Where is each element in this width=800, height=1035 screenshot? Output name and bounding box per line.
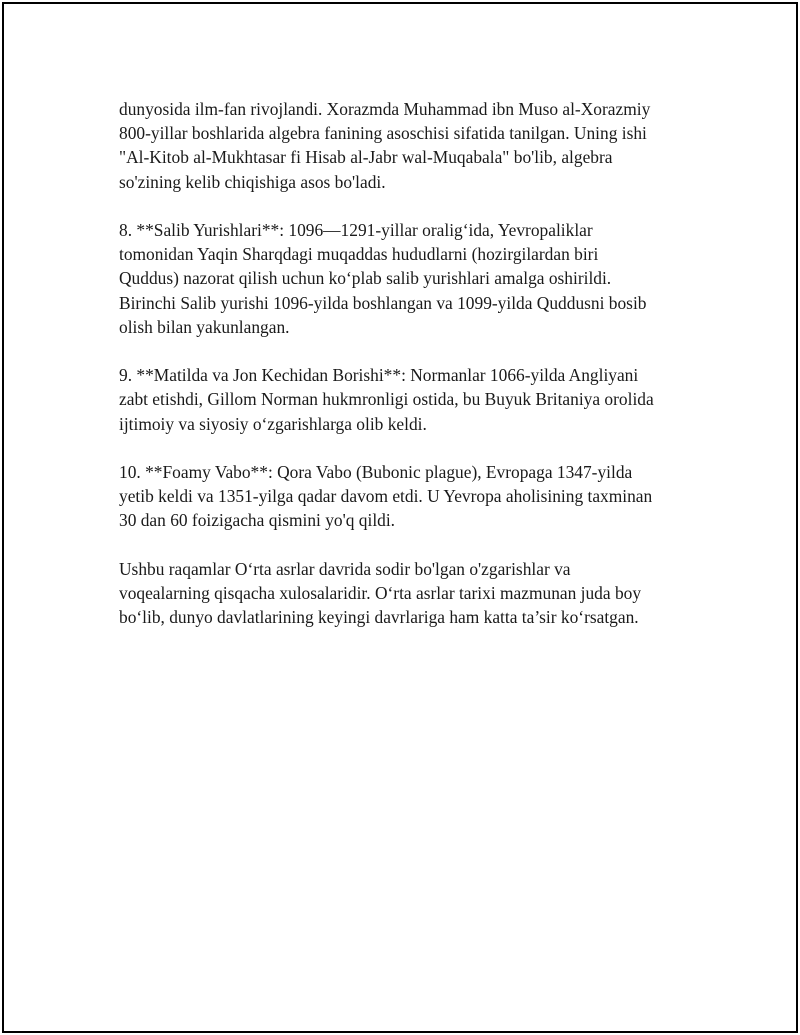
paragraph-algebra (119, 97, 709, 194)
text-line: voqealarning qisqacha xulosalaridir. O‘rta asrlar tarixi mazmunan juda boy (119, 583, 642, 603)
text-line: 8. **Salib Yurishlari**: 1096—1291-yillar oralig‘ida, Yevropaliklar (119, 220, 593, 240)
paragraph-black-death (119, 460, 709, 533)
text-line: 30 dan 60 foizigacha qismini yo'q qildi. (119, 510, 396, 531)
text-line: Ushbu raqamlar O‘rta asrlar davrida sodir bo'lgan o'zgarishlar va (119, 558, 571, 579)
document-body (119, 97, 709, 654)
paragraph-norman-conquest (119, 363, 709, 436)
paragraph-conclusion (119, 557, 709, 630)
text-line: 800-yillar boshlarida algebra fanining asoschisi sifatida tanilgan. Uning ishi (119, 123, 647, 144)
text-line: "Al-Kitob al-Mukhtasar fi Hisab al-Jabr wal-Muqabala" bo'lib, algebra (119, 147, 613, 168)
text-line: bo‘lib, dunyo davlatlarining keyingi davrlariga ham katta ta’sir ko‘rsatgan. (119, 607, 639, 628)
text-line: yetib keldi va 1351-yilga qadar davom etdi. U Yevropa aholisining taxminan (119, 486, 653, 507)
text-line: Birinchi Salib yurishi 1096-yilda boshlangan va 1099-yilda Quddusni bosib (119, 292, 647, 313)
text-line: ijtimoiy va siyosiy o‘zgarishlarga olib keldi. (119, 413, 427, 434)
text-line: dunyosida ilm-fan rivojlandi. Xorazmda Muhammad ibn Muso al-Xorazmiy (119, 99, 651, 119)
text-line: zabt etishdi, Gillom Norman hukmronligi ostida, bu Buyuk Britaniya orolida (119, 389, 654, 410)
text-line: 9. **Matilda va Jon Kechidan Borishi**: Normanlar 1066-yilda Angliyani (119, 365, 639, 386)
paragraph-crusades (119, 218, 709, 339)
text-line: so'zining kelib chiqishiga asos bo'ladi. (119, 171, 386, 192)
document-page (2, 2, 798, 1033)
text-line: olish bilan yakunlangan. (119, 316, 290, 337)
text-line: Quddus) nazorat qilish uchun ko‘plab salib yurishlari amalga oshirildi. (119, 268, 612, 289)
text-line: tomonidan Yaqin Sharqdagi muqaddas hududlarni (hozirgilardan biri (119, 244, 599, 265)
text-line: 10. **Foamy Vabo**: Qora Vabo (Bubonic plague), Evropaga 1347-yilda (119, 462, 633, 482)
